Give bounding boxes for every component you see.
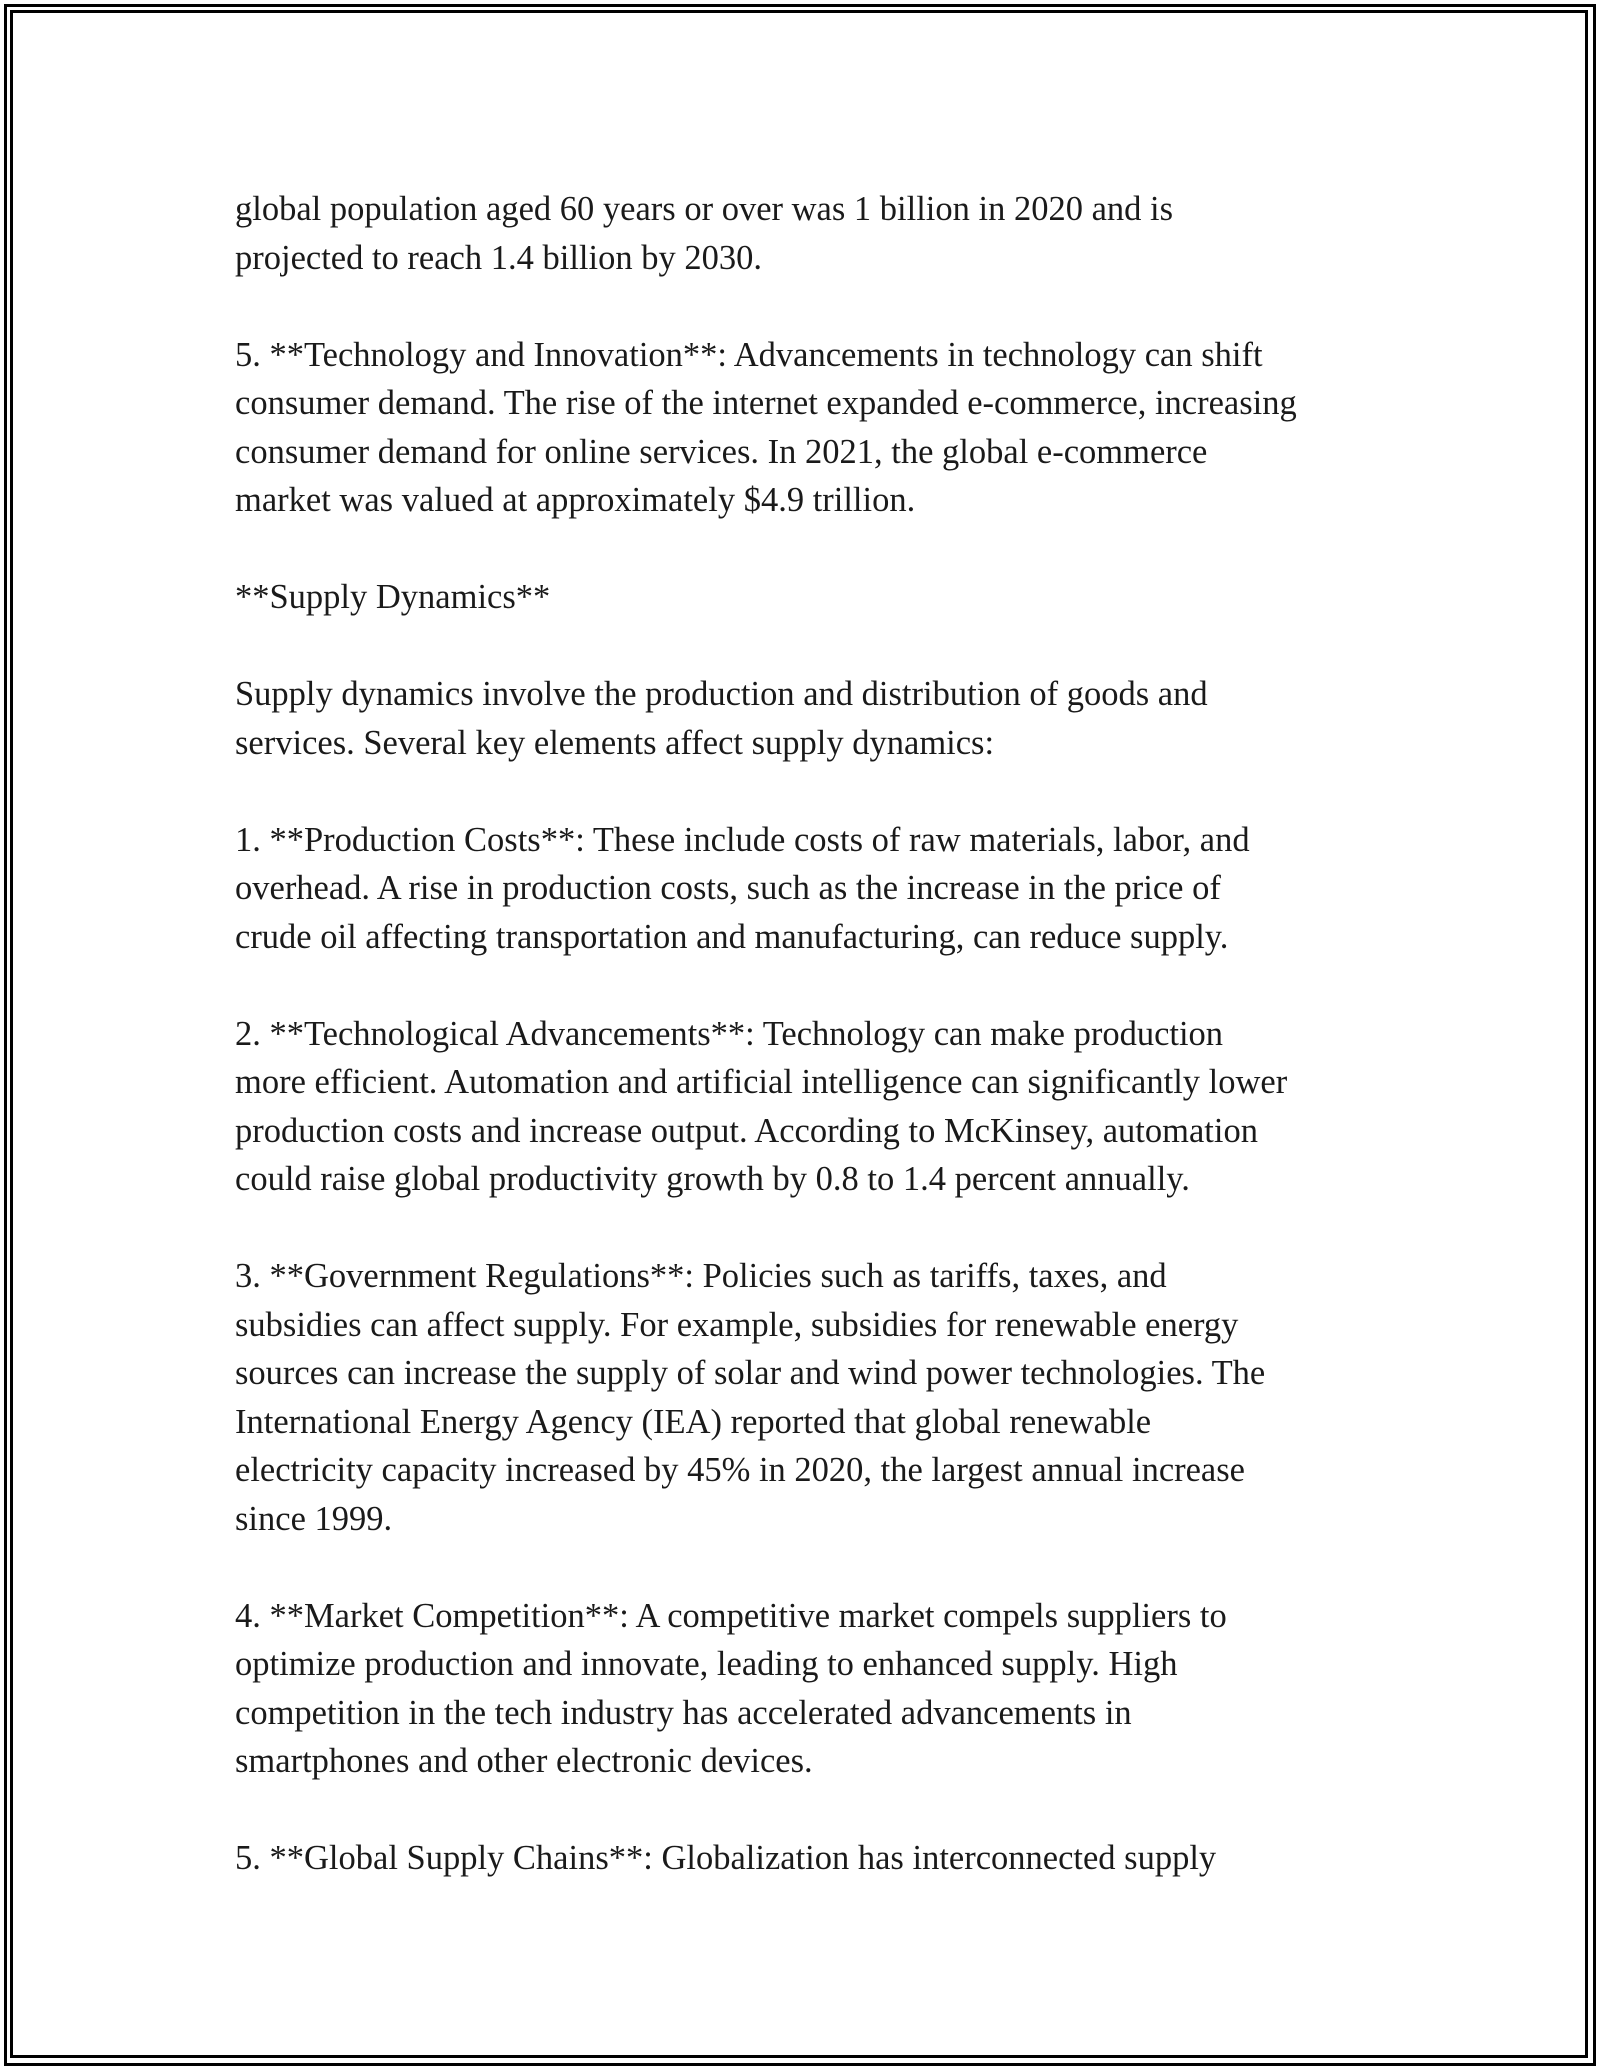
text-line: subsidies can affect supply. For example, subsidies for renewable energy xyxy=(235,1305,1239,1344)
section-heading-supply-dynamics xyxy=(235,573,1385,622)
text-line: could raise global productivity growth by 0.8 to 1.4 percent annually. xyxy=(235,1160,1190,1198)
text-line: competition in the tech industry has accelerated advancements in xyxy=(235,1693,1132,1732)
paragraph-aging-population xyxy=(235,185,1385,282)
paragraph-supply-intro xyxy=(235,670,1385,767)
text-line: smartphones and other electronic devices. xyxy=(235,1742,813,1780)
text-line: 5. **Technology and Innovation**: Advancements in technology can shift xyxy=(235,335,1263,374)
text-line: 5. **Global Supply Chains**: Globalization has interconnected supply xyxy=(235,1839,1217,1877)
paragraph-market-competition xyxy=(235,1592,1385,1786)
heading-text: **Supply Dynamics** xyxy=(235,578,551,616)
text-line: 1. **Production Costs**: These include costs of raw materials, labor, and xyxy=(235,820,1250,859)
text-line: overhead. A rise in production costs, such as the increase in the price of xyxy=(235,869,1221,907)
text-line: crude oil affecting transportation and manufacturing, can reduce supply. xyxy=(235,917,1229,956)
text-line: optimize production and innovate, leading to enhanced supply. High xyxy=(235,1645,1178,1683)
text-line: consumer demand for online services. In 2021, the global e-commerce xyxy=(235,432,1208,471)
text-line: Supply dynamics involve the production and distribution of goods and xyxy=(235,675,1208,713)
text-line: International Energy Agency (IEA) reported that global renewable xyxy=(235,1402,1152,1441)
text-line: consumer demand. The rise of the internet expanded e-commerce, increasing xyxy=(235,384,1297,422)
text-line: 2. **Technological Advancements**: Technology can make production xyxy=(235,1014,1224,1053)
text-line: projected to reach 1.4 billion by 2030. xyxy=(235,238,762,277)
document-body xyxy=(235,185,1385,1931)
text-line: services. Several key elements affect supply dynamics: xyxy=(235,723,995,762)
paragraph-global-supply-chains xyxy=(235,1834,1385,1883)
text-line: more efficient. Automation and artificial intelligence can significantly lower xyxy=(235,1063,1288,1101)
paragraph-production-costs xyxy=(235,816,1385,962)
text-line: sources can increase the supply of solar and wind power technologies. The xyxy=(235,1354,1266,1392)
text-line: electricity capacity increased by 45% in 2020, the largest annual increase xyxy=(235,1451,1245,1489)
text-line: production costs and increase output. According to McKinsey, automation xyxy=(235,1111,1258,1150)
text-line: 3. **Government Regulations**: Policies such as tariffs, taxes, and xyxy=(235,1257,1167,1295)
paragraph-technology-innovation xyxy=(235,331,1385,525)
paragraph-government-regulations xyxy=(235,1252,1385,1543)
paragraph-technological-advancements xyxy=(235,1010,1385,1204)
text-line: market was valued at approximately $4.9 trillion. xyxy=(235,481,916,519)
text-line: 4. **Market Competition**: A competitive market compels suppliers to xyxy=(235,1596,1227,1635)
text-line: global population aged 60 years or over was 1 billion in 2020 and is xyxy=(235,190,1174,228)
text-line: since 1999. xyxy=(235,1499,393,1538)
